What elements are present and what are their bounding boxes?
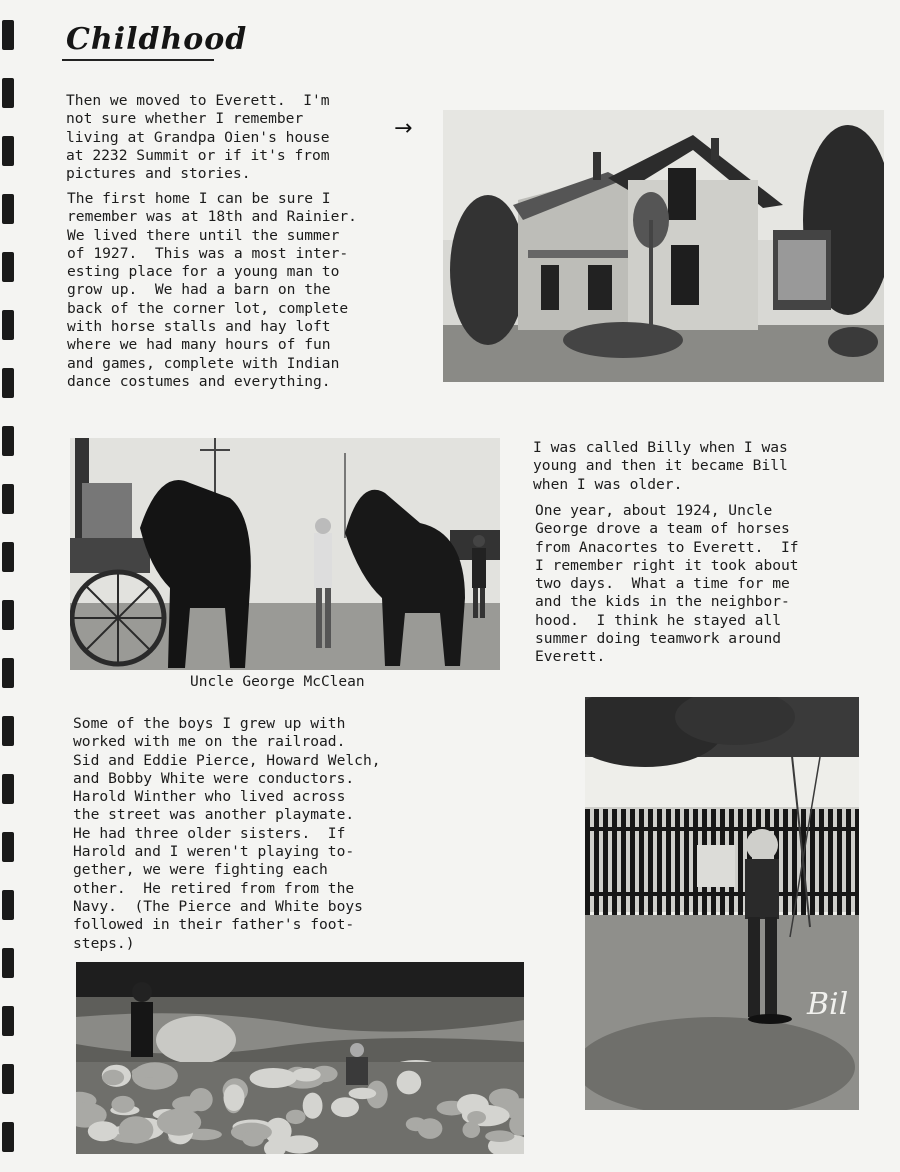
binding-hole xyxy=(2,368,14,398)
creek-photo xyxy=(76,962,524,1154)
arrow-right-icon: → xyxy=(394,116,413,141)
title-underline xyxy=(62,59,214,61)
horses-photo-caption: Uncle George McClean xyxy=(190,674,365,690)
binding-hole xyxy=(2,948,14,978)
paragraph-called-billy: I was called Billy when I was young and then it became Bill when I was older. xyxy=(533,439,788,493)
binding-hole xyxy=(2,252,14,282)
binding-hole xyxy=(2,542,14,572)
paragraph-first-home: The first home I can be sure I remember was at 18th and Rainier. We lived there until the summer of 1927. This was a most inter- esting place for a young man to grow up. We had a barn on the back of the corner lot, complete with horse stalls and hay loft where we had many hours of fun and games, complete with Indian dance costumes and everything. xyxy=(67,190,357,390)
paragraph-railroad-boys: Some of the boys I grew up with worked with me on the railroad. Sid and Eddie Pierce, Howard Welch, and Bobby White were conductors. Harold Winther who lived across the street was another playmate. He had three older sisters. If Harold and I weren't playing to- gether, we were fighting each other. He retired from from the Navy. (The Pierce and White boys followed in their father's foot- steps.) xyxy=(73,715,381,952)
photo-signature: Bil xyxy=(807,987,849,1022)
paragraph-uncle-george: One year, about 1924, Uncle George drove a team of horses from Anacortes to Everett. If I remember right it took about two days. What a time for me and the kids in the neighbor- hood. I think he stayed all summer doing teamwork around Everett. xyxy=(535,502,799,666)
horses-photo xyxy=(70,438,500,670)
binding-hole xyxy=(2,1006,14,1036)
binding-hole xyxy=(2,78,14,108)
binding-hole xyxy=(2,716,14,746)
binding-hole xyxy=(2,1064,14,1094)
binding-hole xyxy=(2,194,14,224)
binding-hole xyxy=(2,658,14,688)
house-photo xyxy=(443,110,884,382)
binding-hole xyxy=(2,484,14,514)
binding-hole xyxy=(2,20,14,50)
spiral-binding xyxy=(0,0,22,1172)
binding-hole xyxy=(2,890,14,920)
page-title: Childhood xyxy=(66,22,248,57)
boy-billy-photo xyxy=(585,697,859,1110)
binding-hole xyxy=(2,310,14,340)
binding-hole xyxy=(2,600,14,630)
binding-hole xyxy=(2,1122,14,1152)
paragraph-moved-to-everett: Then we moved to Everett. I'm not sure whether I remember living at Grandpa Oien's house at 2232 Summit or if it's from pictures and stories. xyxy=(66,92,330,183)
binding-hole xyxy=(2,136,14,166)
binding-hole xyxy=(2,426,14,456)
binding-hole xyxy=(2,832,14,862)
binding-hole xyxy=(2,774,14,804)
